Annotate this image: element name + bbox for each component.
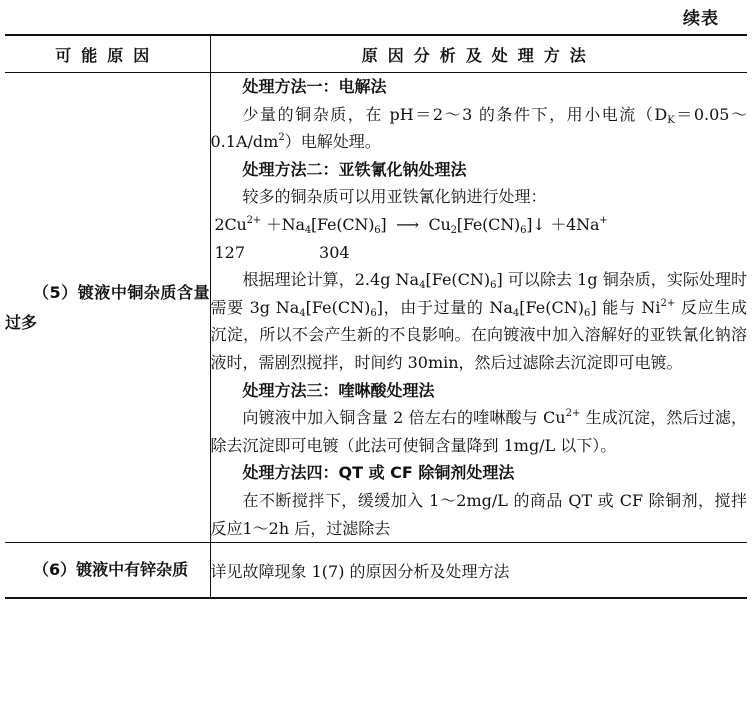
mass-copper: 127 xyxy=(214,242,246,262)
method2-title: 处理方法二：亚铁氰化钠处理法 xyxy=(242,159,467,179)
header-possible-cause: 可能原因 xyxy=(5,35,210,73)
method4-text: 在不断搅拌下，缓缓加入 1～2mg/L 的商品 QT 或 CF 除铜剂，搅拌反应1～2h 后，过滤除去 xyxy=(210,490,747,538)
analysis-copper-impurity xyxy=(210,73,747,543)
cause-copper-impurity: （5）镀液中铜杂质含量过多 xyxy=(5,73,210,543)
method1-text: 少量的铜杂质，在 pH＝2～3 的条件下，用小电流$(D_K=0.05\sim 0.1A/dm^2)$电解处理。 xyxy=(210,104,747,152)
method1-title: 处理方法一：电解法 xyxy=(242,77,387,96)
method4-title: 处理方法四：QT 或 CF 除铜剂处理法 xyxy=(242,463,515,483)
header-analysis-method: 原因分析及处理方法 xyxy=(210,35,747,73)
method2-intro: 较多的铜杂质可以用亚铁氰化钠进行处理： xyxy=(242,187,547,207)
calculation-text: 根据理论计算，2.4g $Na_4[Fe(CN)_6]$ 可以除去 1g 铜杂质，实际处理时需要 3g $Na_4[Fe(CN)_6]$，由于过量的 $Na_4[Fe(CN)_6]$ 能与 $Ni^{2+}$ 反应生成沉淀，所以不会产生新的不良影响。在向镀液中加入溶解好的亚铁氰化钠溶液时，需剧烈搅拌，时间约 30min，然后过滤除去沉淀即可电镀。 xyxy=(210,270,747,372)
mass-ferrocyanide: 304 xyxy=(319,242,350,262)
molar-masses xyxy=(211,239,748,267)
method3-text: 向镀液中加入铜含量 2 倍左右的喹啉酸与 $Cu^{2+}$ 生成沉淀，然后过滤，除去沉淀即可电镀（此法可使铜含量降到 1mg/L 以下）。 xyxy=(210,408,747,455)
cause-zinc-impurity: （6）镀液中有锌杂质 xyxy=(5,543,210,599)
analysis-zinc-impurity: 详见故障现象 1(7) 的原因分析及处理方法 xyxy=(210,561,510,581)
table-row xyxy=(5,543,747,599)
continued-table-label: 续表 xyxy=(683,9,719,29)
fault-analysis-table xyxy=(5,34,747,599)
table-header-row xyxy=(5,35,747,73)
method3-title: 处理方法三：喹啉酸处理法 xyxy=(242,380,435,400)
reaction-equation: $2Cu^{2+} +Na_4[Fe(CN)_6]$ ⟶ $Cu_2[Fe(CN)_6]↓ +4Na^+$ xyxy=(211,211,748,239)
table-row xyxy=(5,73,747,543)
reaction-arrow: ⟶ xyxy=(396,214,419,234)
